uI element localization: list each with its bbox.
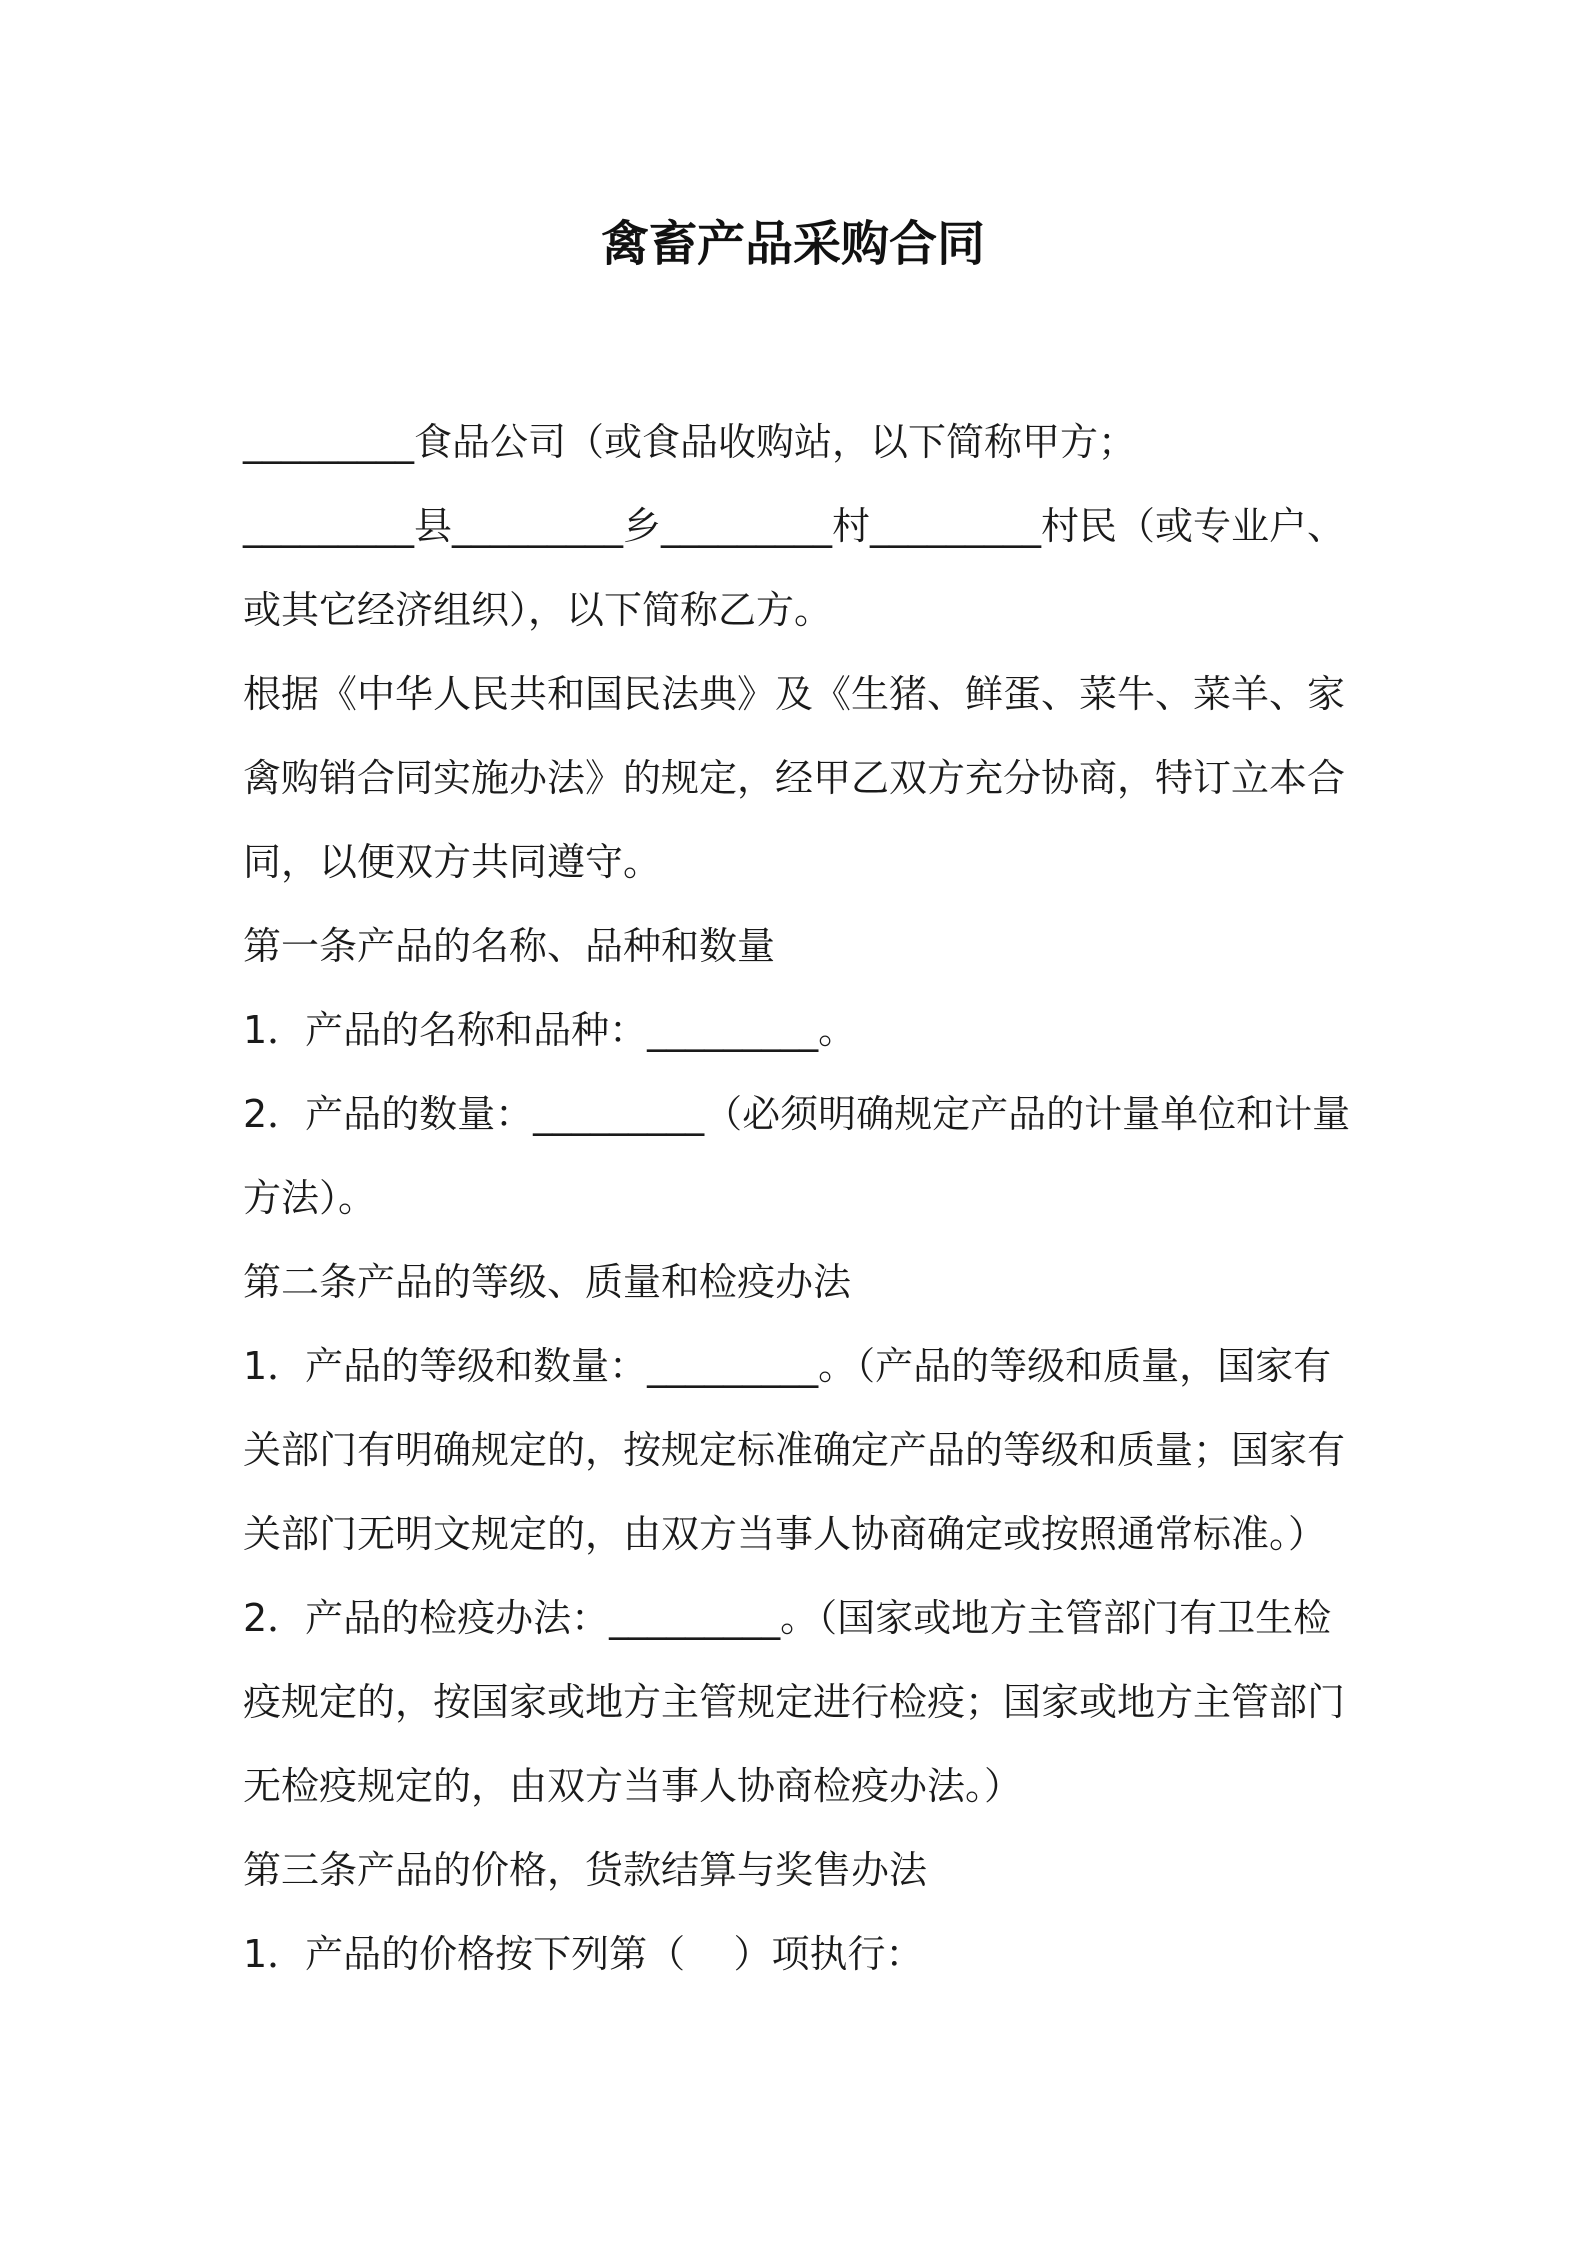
article-2-item-2: 2．产品的检疫办法：_________。（国家或地方主管部门有卫生检疫规定的，按国家或地方主管规定进行检疫；国家或地方主管部门无检疫规定的，由双方当事人协商检疫办法。） xyxy=(243,1596,1346,1808)
document-body xyxy=(243,400,1363,1996)
article-2-item-1: 1．产品的等级和数量：_________。（产品的等级和质量，国家有关部门有明确规定的，按规定标准确定产品的等级和质量；国家有关部门无明文规定的，由双方当事人协商确定或按照通常标准。） xyxy=(243,1344,1346,1556)
paragraph-preamble: 根据《中华人民共和国民法典》及《生猪、鲜蛋、菜牛、菜羊、家禽购销合同实施办法》的规定，经甲乙双方充分协商，特订立本合同，以便双方共同遵守。 xyxy=(243,672,1346,884)
article-1-heading: 第一条产品的名称、品种和数量 xyxy=(243,924,776,968)
article-1-item-2: 2．产品的数量：_________（必须明确规定产品的计量单位和计量方法）。 xyxy=(243,1092,1351,1220)
article-3-item-1: 1．产品的价格按下列第（ ）项执行： xyxy=(243,1932,924,1976)
paragraph-party-b: _________县_________乡_________村_________村民（或专业户、或其它经济组织），以下简称乙方。 xyxy=(243,504,1346,632)
article-2-heading: 第二条产品的等级、质量和检疫办法 xyxy=(243,1260,852,1304)
article-1-item-1: 1．产品的名称和品种：_________。 xyxy=(243,1008,857,1052)
paragraph-party-a: _________食品公司（或食品收购站，以下简称甲方； xyxy=(243,420,1137,464)
document-title: 禽畜产品采购合同 xyxy=(600,216,985,272)
article-3-heading: 第三条产品的价格，货款结算与奖售办法 xyxy=(243,1848,928,1892)
